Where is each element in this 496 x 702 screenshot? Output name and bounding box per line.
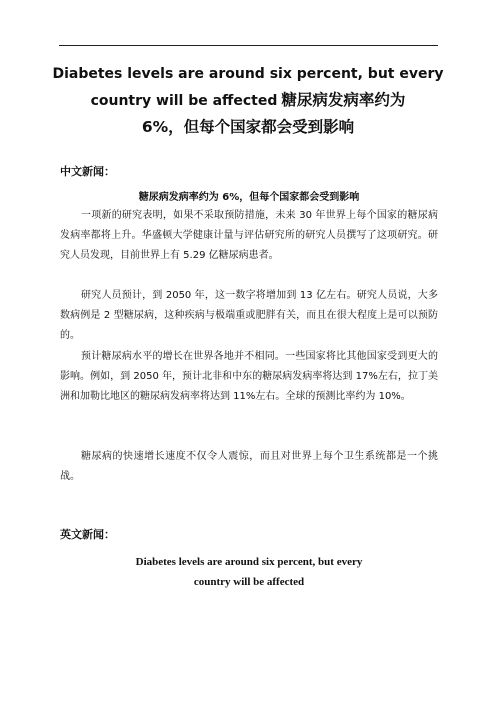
title-line-2-chinese: 糖尿病发病率约为 xyxy=(281,91,406,109)
title-line-2 xyxy=(40,87,456,114)
english-news-label: 英文新闻： xyxy=(60,528,115,541)
english-heading-line-2: country will be affected xyxy=(193,576,305,588)
english-heading-line-1: Diabetes levels are around six percent, but every xyxy=(135,556,363,568)
title-line-3: 6%，但每个国家都会受到影响 xyxy=(141,118,355,136)
chinese-paragraph-3: 预计糖尿病水平的增长在世界各地并不相同。一些国家将比其他国家受到更大的影响。例如，到 2050 年，预计北非和中东的糖尿病发病率将达到 17%左右，拉丁美洲和加勒比地区的糖尿病发病率将达到 11%左右。全球的预测比率约为 10%。 xyxy=(60,351,438,402)
chinese-paragraph-4: 糖尿病的快速增长速度不仅令人震惊，而且对世界上每个卫生系统都是一个挑战。 xyxy=(60,451,438,482)
chinese-article-heading: 糖尿病发病率约为 6%，但每个国家都会受到影响 xyxy=(138,192,360,203)
document-title xyxy=(40,61,456,140)
title-line-1: Diabetes levels are around six percent, but every xyxy=(52,66,444,82)
top-divider xyxy=(59,45,438,46)
chinese-paragraph-1: 一项新的研究表明，如果不采取预防措施，未来 30 年世界上每个国家的糖尿病发病率都将上升。华盛顿大学健康计量与评估研究所的研究人员撰写了这项研究。研究人员发现，目前世界上有 5.29 亿糖尿病患者。 xyxy=(60,210,438,261)
chinese-paragraph-2: 研究人员预计，到 2050 年，这一数字将增加到 13 亿左右。研究人员说，大多数病例是 2 型糖尿病，这种疾病与极端重或肥胖有关，而且在很大程度上是可以预防的。 xyxy=(60,290,438,341)
chinese-news-label: 中文新闻： xyxy=(60,165,115,178)
title-line-2-english: country will be affected xyxy=(90,93,278,109)
english-article-heading xyxy=(60,552,438,592)
